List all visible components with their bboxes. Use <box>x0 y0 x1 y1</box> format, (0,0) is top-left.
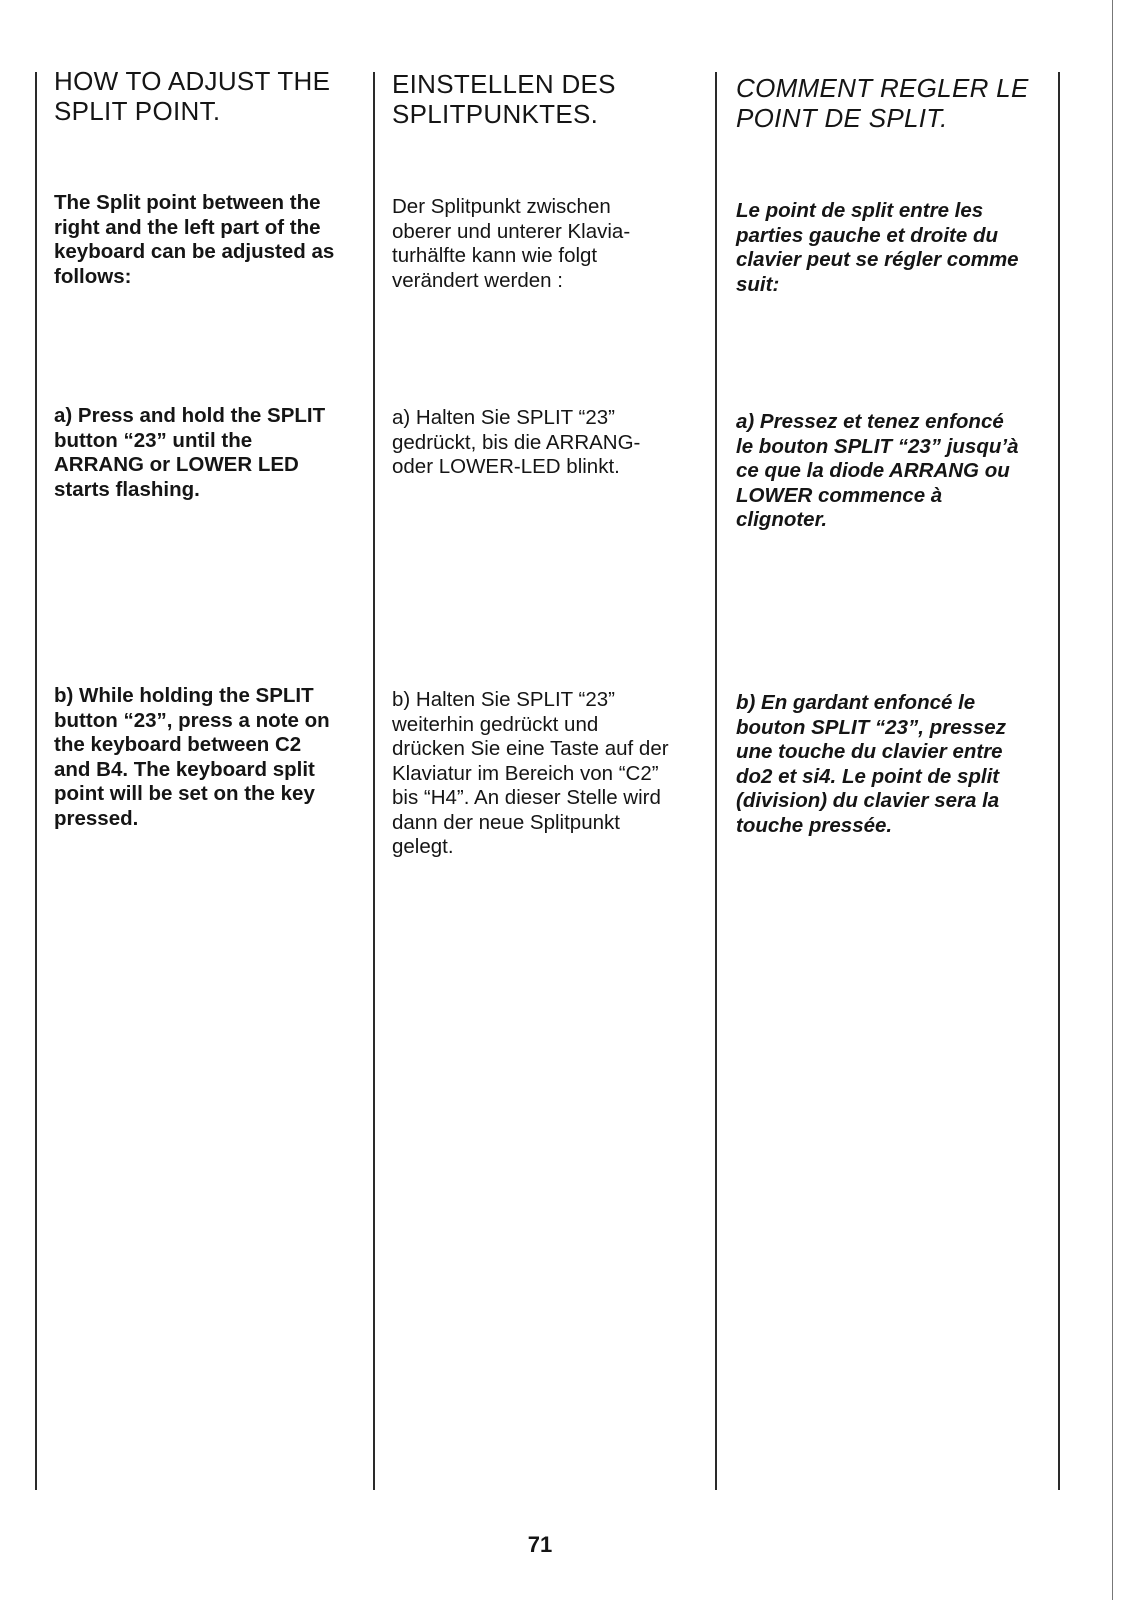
left-margin-rule <box>35 72 37 1490</box>
french-intro: Le point de split entre les parties gauche et droite du clavier peut se régler comme suit: <box>736 199 1019 296</box>
english-intro: The Split point between the right and the left part of the keyboard can be adjusted as follows: <box>54 191 335 288</box>
english-step-a: a) Press and hold the SPLIT button “23” until the ARRANG or LOWER LED starts flashing. <box>54 404 326 501</box>
right-margin-rule <box>1058 72 1060 1490</box>
french-heading: COMMENT REGLER LE POINT DE SPLIT. <box>736 73 1029 133</box>
column-divider-2 <box>715 72 717 1490</box>
english-heading: HOW TO ADJUST THE SPLIT POINT. <box>54 66 331 126</box>
french-step-a: a) Pressez et tenez enfoncé le bouton SPLIT “23” jusqu’à ce que la diode ARRANG ou LOWER commence à clignoter. <box>736 410 1019 531</box>
german-heading: EINSTELLEN DES SPLITPUNKTES. <box>392 69 616 129</box>
german-step-b: b) Halten Sie SPLIT “23” weiterhin gedrückt und drücken Sie eine Taste auf der Klaviatur im Bereich von “C2” bis “H4”. An dieser Stelle wird dann der neue Splitpunkt gelegt. <box>392 688 669 858</box>
german-step-a: a) Halten Sie SPLIT “23” gedrückt, bis die ARRANG- oder LOWER-LED blinkt. <box>392 406 641 478</box>
page-edge-rule <box>1112 0 1113 1600</box>
french-step-b: b) En gardant enfoncé le bouton SPLIT “23”, pressez une touche du clavier entre do2 et si4. Le point de split (division) du clavier sera la touche pressée. <box>736 691 1006 837</box>
page-number: 71 <box>527 1532 553 1557</box>
german-intro: Der Splitpunkt zwischen oberer und unterer Klavia- turhälfte kann wie folgt verändert werden : <box>392 195 631 292</box>
english-step-b: b) While holding the SPLIT button “23”, press a note on the keyboard between C2 and B4. The keyboard split point will be set on the key pressed. <box>54 684 330 830</box>
column-divider-1 <box>373 72 375 1490</box>
